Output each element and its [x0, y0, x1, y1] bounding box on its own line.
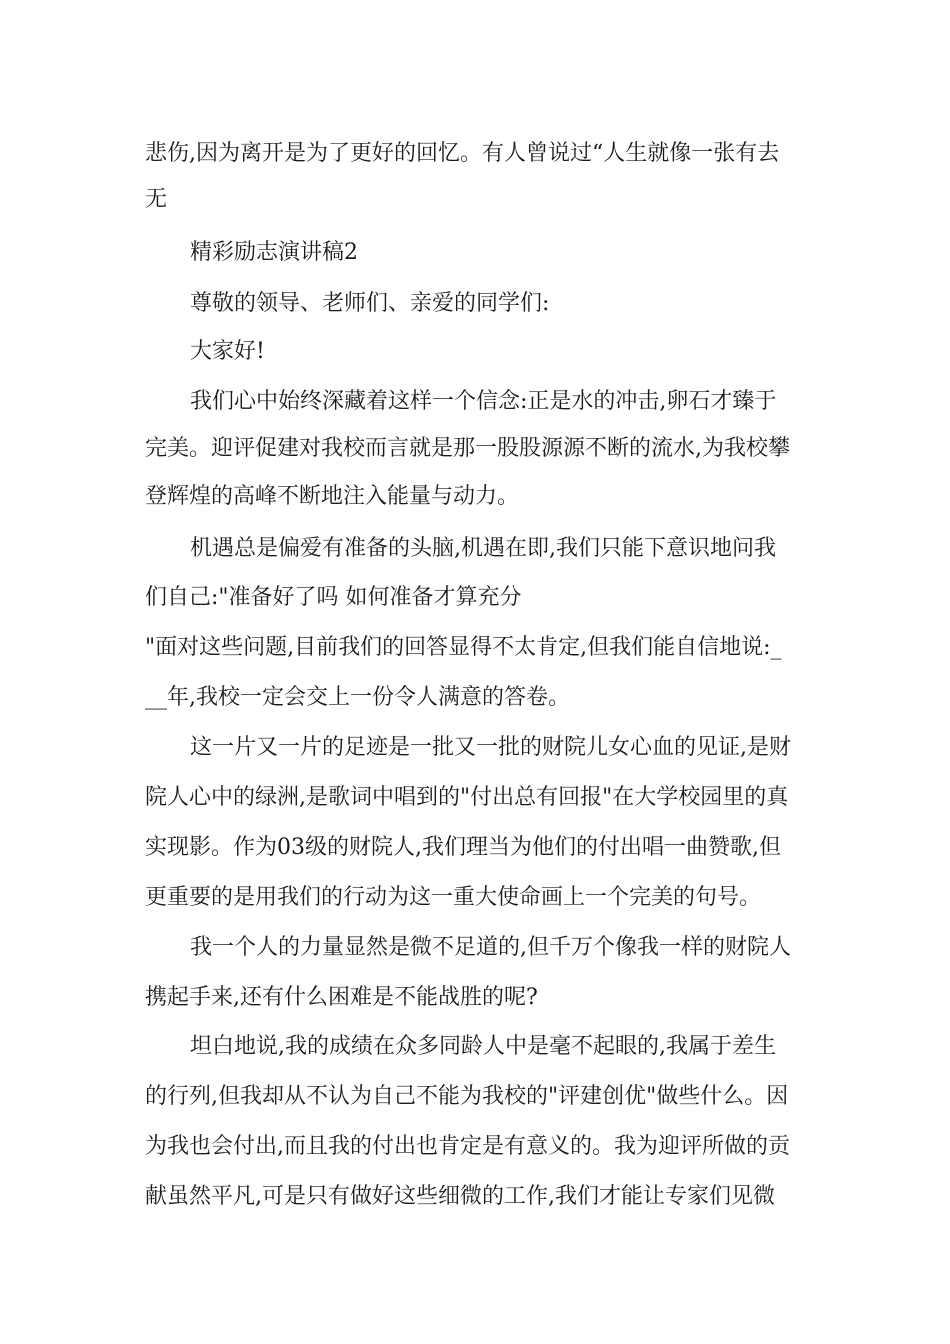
text-line-6: 我们心中始终深藏着这样一个信念:正是水的冲击,卵石才臻于 — [190, 389, 777, 414]
text-line-10: 们自己:"准备好了吗 如何准备才算充分 — [145, 585, 522, 610]
greeting: 大家好! — [190, 339, 265, 364]
text-line-7: 完美。迎评促建对我校而言就是那一股股源源不断的流水,为我校攀 — [145, 436, 790, 461]
text-line-20: 的行列,但我却从不认为自己不能为我校的"评建创优"做些什么。因 — [145, 1084, 789, 1109]
text-line-8: 登辉煌的高峰不断地注入能量与动力。 — [145, 484, 520, 509]
text-line-18: 携起手来,还有什么困难是不能战胜的呢? — [145, 985, 538, 1010]
text-line-22: 献虽然平凡,可是只有做好这些细微的工作,我们才能让专家们见微 — [145, 1184, 775, 1209]
text-line-11: "面对这些问题,目前我们的回答显得不太肯定,但我们能自信地说:_ — [145, 635, 782, 660]
section-heading: 精彩励志演讲稿2 — [190, 240, 358, 265]
text-line-12: __年,我校一定会交上一份令人满意的答卷。 — [145, 685, 570, 710]
text-line-1: 悲伤,因为离开是为了更好的回忆。有人曾说过“人生就像一张有去 — [145, 141, 780, 166]
text-line-13: 这一片又一片的足迹是一批又一批的财院儿女心血的见证,是财 — [190, 735, 791, 760]
text-line-16: 更重要的是用我们的行动为这一重大使命画上一个完美的句号。 — [145, 885, 762, 910]
text-line-15: 实现影。作为03级的财院人,我们理当为他们的付出唱一曲赞歌,但 — [145, 835, 781, 860]
text-line-19: 坦白地说,我的成绩在众多同龄人中是毫不起眼的,我属于差生 — [190, 1034, 776, 1059]
text-line-14: 院人心中的绿洲,是歌词中唱到的"付出总有回报"在大学校园里的真 — [145, 785, 789, 810]
text-line-2: 无 — [145, 187, 168, 212]
salutation: 尊敬的领导、老师们、亲爱的同学们: — [190, 291, 550, 316]
text-line-21: 为我也会付出,而且我的付出也肯定是有意义的。我为迎评所做的贡 — [145, 1134, 790, 1159]
text-line-17: 我一个人的力量显然是微不足道的,但千万个像我一样的财院人 — [190, 935, 791, 960]
text-line-9: 机遇总是偏爱有准备的头脑,机遇在即,我们只能下意识地问我 — [190, 536, 776, 561]
